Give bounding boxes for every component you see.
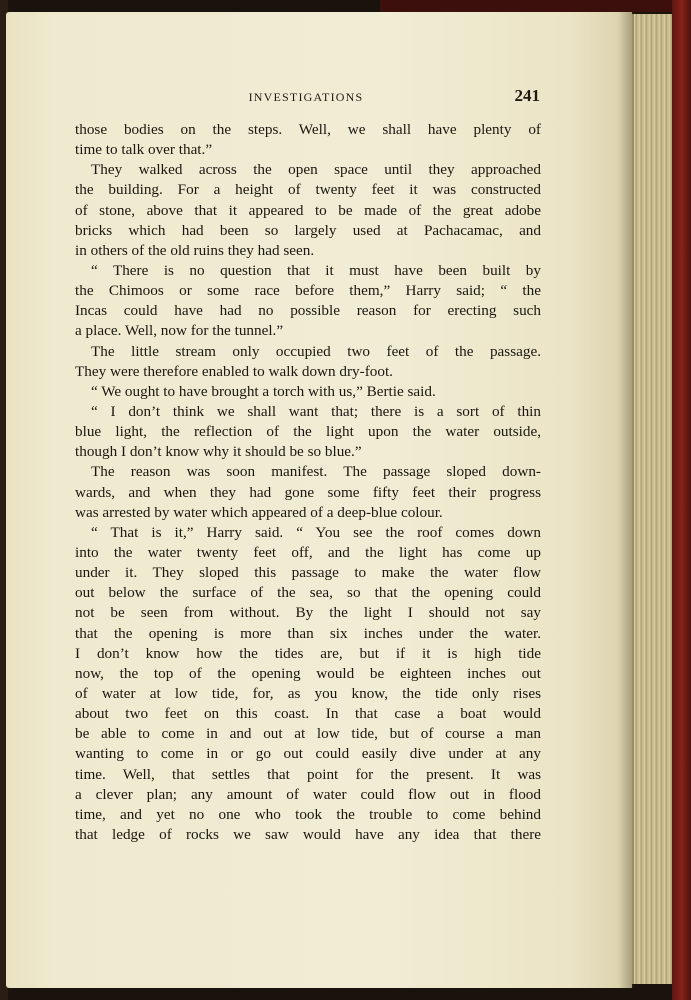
text-line: of stone, above that it appeared to be made of the great adobe — [75, 201, 541, 219]
chapter-title: INVESTIGATIONS — [248, 90, 364, 104]
running-head — [72, 86, 540, 108]
text-line: The reason was soon manifest. The passage sloped down- — [91, 463, 541, 481]
text-line: wards, and when they had gone some fifty feet their progress — [75, 483, 541, 501]
text-line: not be seen from without. By the light I should not say — [75, 604, 541, 622]
text-line: The little stream only occupied two feet of the passage. — [91, 342, 541, 360]
text-line: “ We ought to have brought a torch with us,” Bertie said. — [91, 382, 436, 400]
text-line: time, and yet no one who took the trouble to come behind — [75, 805, 541, 823]
text-line: “ That is it,” Harry said. “ You see the roof comes down — [91, 523, 541, 541]
text-line: the Chimoos or some race before them,” Harry said; “ the — [75, 282, 541, 300]
book-cover-edge — [672, 0, 691, 1000]
text-line: into the water twenty feet off, and the light has come up — [75, 543, 541, 561]
text-line: They were therefore enabled to walk down dry-foot. — [75, 362, 393, 380]
page-number: 241 — [514, 86, 540, 105]
text-line: was arrested by water which appeared of a deep-blue colour. — [75, 503, 443, 521]
text-line: about two feet on this coast. In that case a boat would — [75, 705, 541, 723]
text-line: be able to come in and out at low tide, but of course a man — [75, 725, 541, 743]
body-text — [75, 120, 541, 845]
text-line: time. Well, that settles that point for the present. It was — [75, 765, 541, 783]
text-line: those bodies on the steps. Well, we shall have plenty of — [75, 121, 541, 138]
text-line: time to talk over that.” — [75, 141, 213, 159]
text-line: the building. For a height of twenty feet it was constructed — [75, 181, 541, 199]
page-block-edge — [628, 14, 672, 984]
binding-top — [380, 0, 691, 12]
text-line: I don’t know how the tides are, but if it is high tide — [75, 644, 541, 662]
text-line: a place. Well, now for the tunnel.” — [75, 322, 284, 340]
text-line: “ There is no question that it must have been built by — [91, 261, 541, 279]
text-line: that ledge of rocks we saw would have any idea that there — [75, 825, 541, 843]
text-line: out below the surface of the sea, so that the opening could — [75, 584, 541, 602]
text-line: blue light, the reflection of the light upon the water outside, — [75, 423, 541, 441]
text-line: of water at low tide, for, as you know, the tide only rises — [75, 684, 541, 702]
text-line: Incas could have had no possible reason for erecting such — [75, 302, 541, 320]
text-line: in others of the old ruins they had seen. — [75, 241, 315, 259]
text-line: wanting to come in or go out could easily dive under at any — [75, 745, 541, 763]
page-edge-shadow — [618, 12, 634, 988]
text-line: now, the top of the opening would be eighteen inches out — [75, 664, 541, 682]
text-line: that the opening is more than six inches under the water. — [75, 624, 541, 642]
text-line: “ I don’t think we shall want that; there is a sort of thin — [91, 402, 541, 420]
text-line: They walked across the open space until they approached — [91, 161, 541, 179]
text-line: a clever plan; any amount of water could flow out in flood — [75, 785, 541, 803]
text-line: bricks which had been so largely used at Pachacamac, and — [75, 221, 541, 239]
text-line: though I don’t know why it should be so blue.” — [75, 443, 362, 461]
text-line: under it. They sloped this passage to make the water flow — [75, 564, 541, 582]
